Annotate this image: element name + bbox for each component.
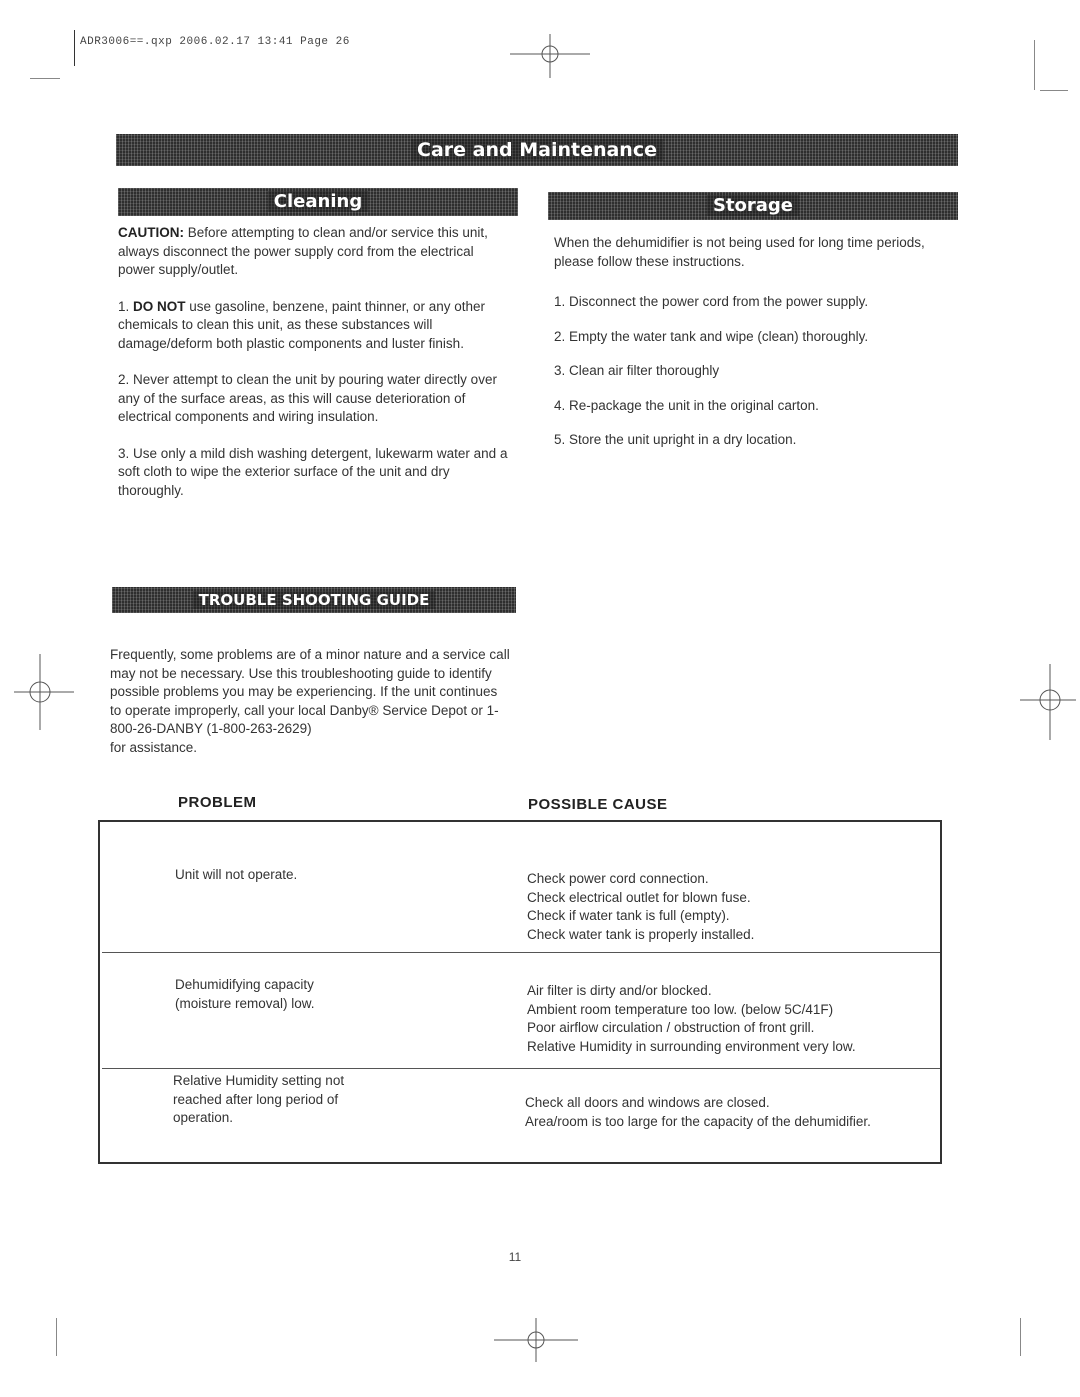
crop-mark [1040, 90, 1068, 91]
trouble-intro [110, 646, 512, 757]
storage-content [554, 234, 934, 466]
registration-mark-right [1020, 664, 1076, 740]
storage-step: 4. Re-package the unit in the original carton. [554, 397, 819, 413]
problem-line: Relative Humidity setting not [173, 1073, 345, 1088]
cleaning-title: Cleaning [268, 191, 368, 212]
cleaning-item-1-text: use gasoline, benzene, paint thinner, or any other chemicals to clean this unit, as these substances will damage/deform both plastic components and luster finish. [118, 298, 486, 351]
cleaning-item-2: 2. Never attempt to clean the unit by pouring water directly over any of the surface areas, as this will cause deterioration of electrical components and wiring insulation. [118, 372, 497, 424]
cause-line: Check electrical outlet for blown fuse. [527, 889, 751, 905]
row-divider [102, 952, 940, 953]
trouble-title: TROUBLE SHOOTING GUIDE [193, 591, 436, 609]
file-slug: ADR3006==.qxp 2006.02.17 13:41 Page 26 [80, 36, 350, 48]
cleaning-item-1 [118, 298, 510, 354]
crop-mark [30, 78, 60, 79]
registration-mark-bottom [494, 1318, 578, 1362]
registration-mark-top [510, 34, 590, 78]
storage-title: Storage [707, 195, 799, 216]
registration-mark-left [14, 654, 74, 730]
item-number: 1. [118, 298, 130, 314]
cause-line: Poor airflow circulation / obstruction of front grill. [527, 1020, 815, 1035]
crop-mark [56, 1318, 57, 1356]
cause-line: Check if water tank is full (empty). [527, 908, 730, 923]
section-title: Care and Maintenance [411, 139, 663, 161]
problem-line: operation. [173, 1110, 234, 1125]
table-row-problem [173, 1072, 493, 1128]
problem-line: Dehumidifying capacity [175, 977, 314, 992]
table-row-cause [527, 982, 932, 1056]
do-not-label: DO NOT [133, 298, 186, 314]
crop-mark [1034, 40, 1035, 90]
problem-line: reached after long period of [173, 1091, 339, 1107]
cause-line: Check water tank is properly installed. [527, 926, 755, 942]
problem-line: (moisture removal) low. [175, 995, 315, 1011]
caution-paragraph [118, 224, 510, 280]
storage-intro: When the dehumidifier is not being used for long time periods, please follow these instructions. [554, 235, 925, 269]
section-banner [116, 134, 958, 166]
storage-step: 1. Disconnect the power cord from the power supply. [554, 294, 869, 309]
cause-line: Air filter is dirty and/or blocked. [527, 983, 712, 998]
cause-line: Area/room is too large for the capacity of the dehumidifier. [525, 1113, 871, 1129]
cause-line: Relative Humidity in surrounding environment very low. [527, 1038, 856, 1054]
page-number: 11 [508, 1250, 522, 1264]
storage-step: 5. Store the unit upright in a dry location. [554, 432, 797, 447]
cleaning-content [118, 224, 510, 514]
caution-text: Before attempting to clean and/or service this unit, always disconnect the power supply cord from the electrical power supply/outlet. [118, 225, 488, 277]
table-row-cause [525, 1094, 935, 1131]
cleaning-item-3: 3. Use only a mild dish washing detergent, lukewarm water and a soft cloth to wipe the exterior surface of the unit and dry thoroughly. [118, 445, 508, 498]
crop-mark [1020, 1318, 1021, 1356]
cause-line: Check all doors and windows are closed. [525, 1095, 770, 1110]
cleaning-banner [118, 188, 518, 216]
crop-mark [74, 30, 75, 66]
problem-line: Unit will not operate. [175, 867, 298, 882]
cause-header: POSSIBLE CAUSE [528, 796, 668, 813]
table-row-problem [175, 976, 495, 1013]
storage-banner [548, 192, 958, 220]
cause-line: Check power cord connection. [527, 871, 709, 886]
cause-line: Ambient room temperature too low. (below 5C/41F) [527, 1001, 834, 1017]
row-divider [102, 1068, 940, 1069]
storage-step: 2. Empty the water tank and wipe (clean) thoroughly. [554, 328, 869, 344]
table-row-cause [527, 870, 927, 944]
table-row-problem [175, 866, 495, 885]
trouble-intro-text: Frequently, some problems are of a minor nature and a service call may not be necessary. Use this troubleshooting guide to identify possible problems you may be experiencing. If the unit continues to operate improperly, call your local Danby® Service Depot or 1-800-26-DANBY (1-800-263-2629) [110, 647, 510, 736]
trouble-banner [112, 587, 516, 613]
storage-step: 3. Clean air filter thoroughly [554, 363, 720, 378]
trouble-intro-end: for assistance. [110, 739, 198, 755]
caution-label: CAUTION: [118, 225, 184, 240]
problem-header: PROBLEM [178, 794, 257, 811]
